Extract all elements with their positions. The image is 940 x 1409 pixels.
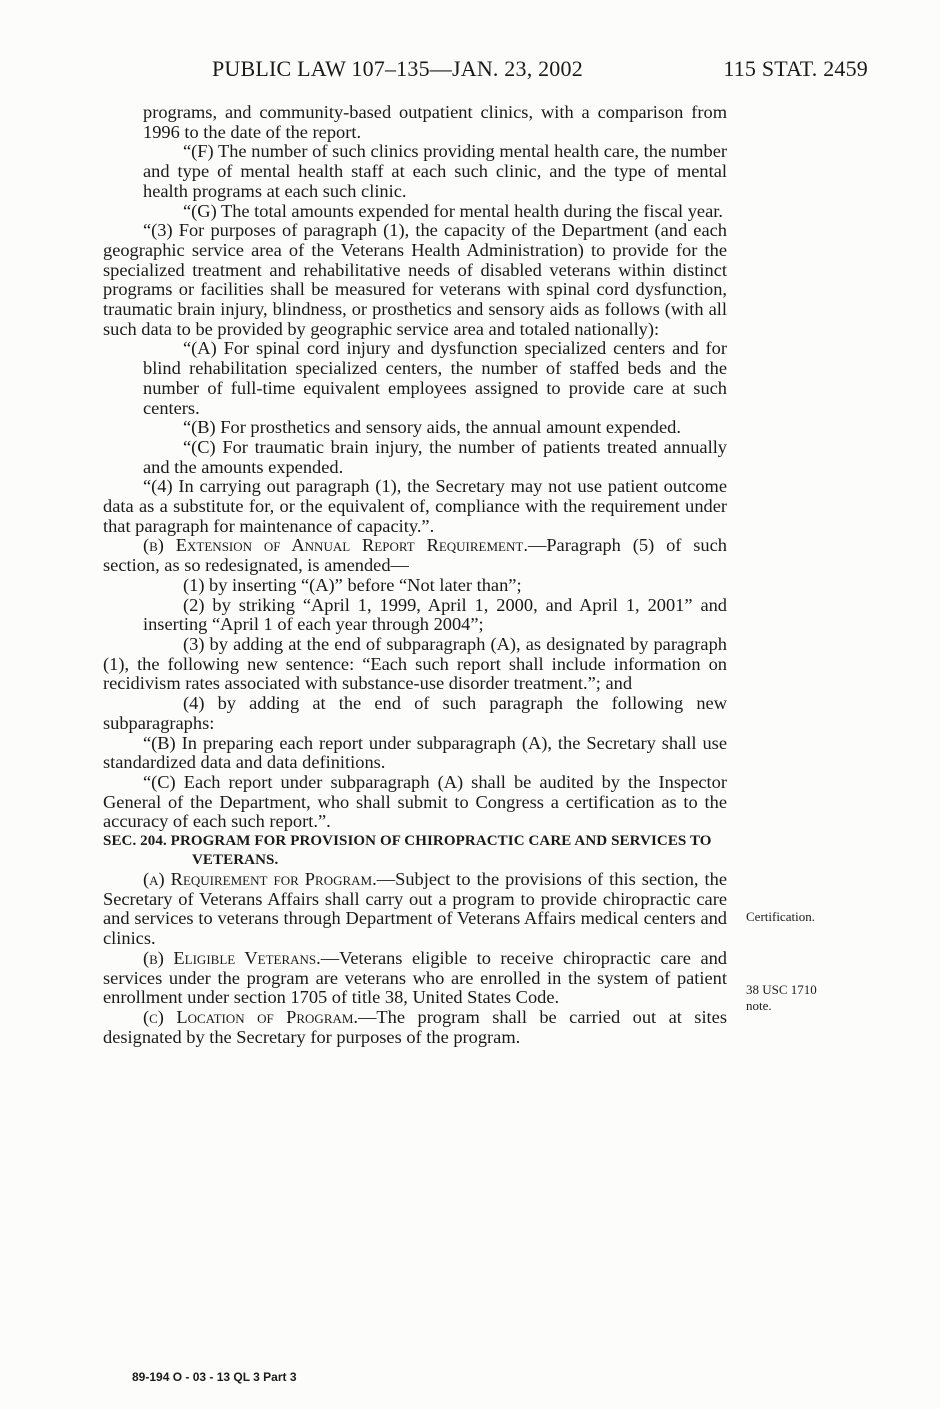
subparagraph-C: “(C) Each report under subparagraph (A) shall be audited by the Inspector General of the Department, who shall submit to Congress a certification as to the accuracy of each such report.”.	[103, 771, 727, 832]
paragraph-4: “(4) In carrying out paragraph (1), the Secretary may not use patient outcome data as a substitute for, or the equivalent of, compliance with the requirement under that paragraph for maintenance of capacity.”.	[103, 476, 727, 536]
subsection-c	[103, 1008, 727, 1047]
subparagraph-B: “(B) In preparing each report under subparagraph (A), the Secretary shall use standardized data and data definitions.	[103, 732, 727, 773]
amendment-2: (2) by striking “April 1, 1999, April 1, 2000, and April 1, 2001” and inserting “April 1 of each year through 2004”;	[143, 594, 727, 635]
paragraph-3A: “(A) For spinal cord injury and dysfunction specialized centers and for blind rehabilitation specialized centers, the number of staffed beds and the number of full-time equivalent employees assigned to provide care at such centers.	[143, 338, 727, 418]
paragraph-3C: “(C) For traumatic brain injury, the number of patients treated annually and the amounts expended.	[143, 436, 727, 477]
page-footer-job-number: 89-194 O - 03 - 13 QL 3 Part 3	[132, 1370, 297, 1384]
amendment-1: (1) by inserting “(A)” before “Not later than”;	[183, 574, 522, 595]
subsection-c-heading: (c) Location of Program.	[143, 1006, 359, 1027]
header-stat-page: 115 STAT. 2459	[723, 56, 868, 81]
subsection-b-heading: (b) Extension of Annual Report Requirement.	[143, 535, 528, 556]
subsection-a-text: —Subject to the provisions of this section, the Secretary of Veterans Affairs shall carry out a program to provide chiropractic care and services to veterans through Department of Veterans Affairs medical centers and clinics.	[103, 869, 727, 949]
paragraph-3B: “(B) For prosthetics and sensory aids, the annual amount expended.	[183, 417, 681, 438]
margin-note-usc-line1: 38 USC 1710	[746, 982, 817, 997]
subsection-b-eligible	[103, 949, 727, 1008]
subsection-b-eligible-heading: (b) Eligible Veterans.	[143, 947, 321, 968]
paragraph-F: “(F) The number of such clinics providing mental health care, the number and type of mental health staff at each such clinic, and the type of mental health programs at each such clinic.	[143, 141, 727, 201]
margin-note-usc-line2: note.	[746, 998, 772, 1013]
paragraph-continuation: programs, and community-based outpatient clinics, with a comparison from 1996 to the date of the report.	[143, 102, 727, 142]
header-public-law: PUBLIC LAW 107–135—JAN. 23, 2002	[212, 56, 583, 81]
subsection-b-eligible-text: —Veterans eligible to receive chiropractic care and services under the program are veterans who are enrolled in the system of patient enrollment under section 1705 of title 38, United States Code.	[103, 947, 727, 1008]
body-text	[103, 103, 727, 1047]
paragraph-3: “(3) For purposes of paragraph (1), the capacity of the Department (and each geographic service area of the Veterans Health Administration) to provide for the specialized treatment and rehabilitative needs of disabled veterans within distinct programs or facilities shall be measured for veterans with spinal cord dysfunction, traumatic brain injury, blindness, or prosthetics and sensory aids as follows (with all such data to be provided by geographic service area and totaled nationally):	[103, 220, 727, 339]
amendment-3: (3) by adding at the end of subparagraph (A), as designated by paragraph (1), the following new sentence: “Each such report shall include information on recidivism rates associated with substance-use disorder treatment.”; and	[103, 633, 727, 694]
subsection-b-extension	[103, 536, 727, 575]
section-204-heading: SEC. 204. PROGRAM FOR PROVISION OF CHIROPRACTIC CARE AND SERVICES TO VETERANS.	[103, 833, 712, 869]
subsection-b-text: —Paragraph (5) of such section, as so redesignated, is amended—	[103, 535, 727, 576]
margin-note-usc-citation	[746, 982, 817, 1014]
subsection-a	[103, 870, 727, 949]
paragraph-G: “(G) The total amounts expended for mental health during the fiscal year.	[183, 200, 723, 221]
subsection-a-heading: (a) Requirement for Program.	[143, 869, 377, 890]
margin-note-certification: Certification.	[746, 909, 815, 924]
amendment-4: (4) by adding at the end of such paragraph the following new subparagraphs:	[103, 693, 727, 733]
subsection-c-text: —The program shall be carried out at sites designated by the Secretary for purposes of the program.	[103, 1006, 727, 1047]
